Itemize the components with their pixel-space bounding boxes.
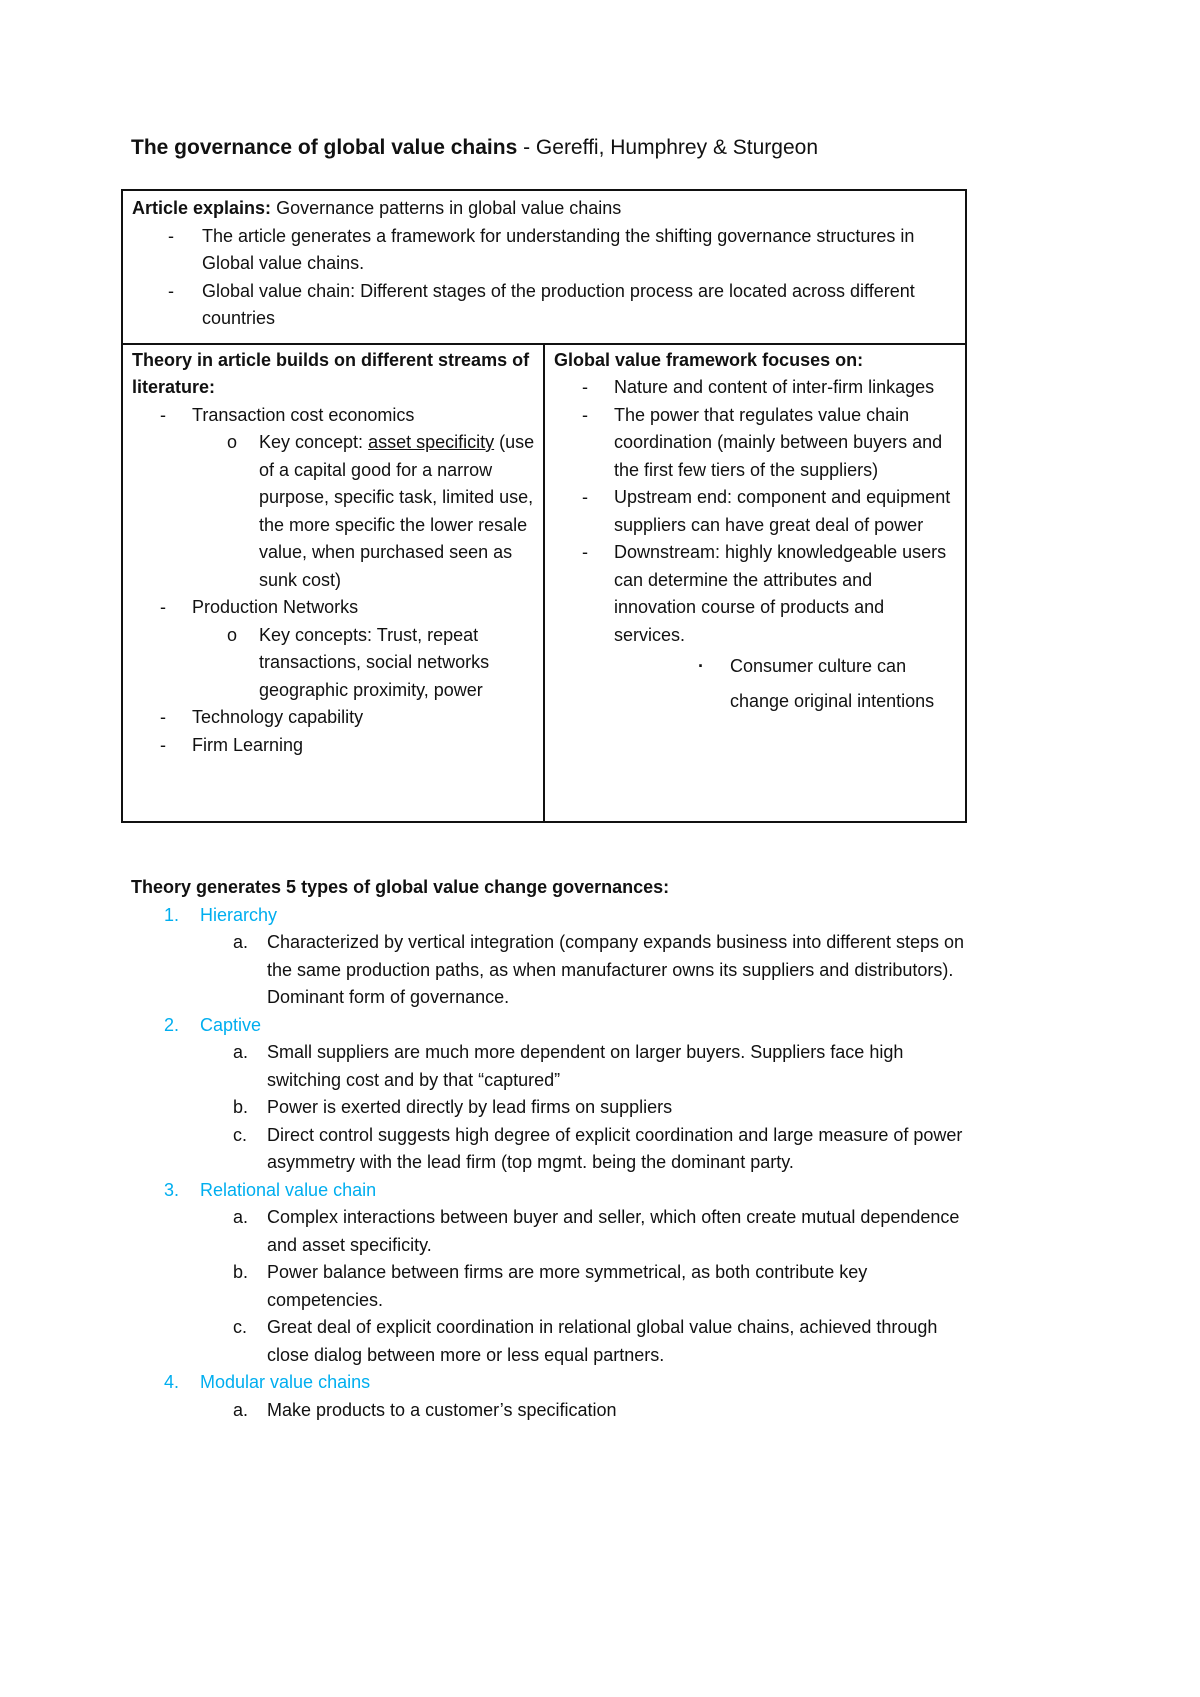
list-item: - Technology capability — [132, 704, 535, 732]
list-item: a. Make products to a customer’s specification — [233, 1399, 617, 1420]
framework-heading: Global value framework focuses on: — [554, 349, 864, 370]
list-subitem: o Key concepts: Trust, repeat transactions, social networks geographic proximity, power — [132, 622, 535, 705]
list-item: - Firm Learning — [132, 732, 535, 760]
list-subitem: o Key concept: asset specificity (use of a capital good for a narrow purpose, specific task, limited use, the more specific the lower resale value, when purchased seen as sunk cost) — [132, 429, 535, 594]
section-heading: Theory generates 5 types of global value change governances: — [131, 877, 670, 897]
list-item: - Transaction cost economics — [132, 402, 535, 430]
list-item: - Production Networks — [132, 594, 535, 622]
theory-cell — [123, 345, 545, 821]
list-item: - The power that regulates value chain coordination (mainly between buyers and the first few tiers of the suppliers) — [554, 402, 957, 485]
list-item: a. Small suppliers are much more dependent on larger buyers. Suppliers face high switching cost and by that “captured” — [233, 1042, 904, 1090]
document-title: The governance of global value chains - Gereffi, Humphrey & Sturgeon — [131, 136, 819, 159]
governance-type-heading: 2. Captive — [164, 1014, 262, 1035]
list-item: a. Characterized by vertical integration (company expands business into different steps on the same production paths, as when manufacturer owns its suppliers and distributors). Dominant form of governance. — [233, 932, 965, 1007]
governance-types-section — [131, 874, 981, 1424]
theory-heading: Theory in article builds on different streams of literature: — [132, 349, 530, 397]
list-item: - Global value chain: Different stages of the production process are located across different countries — [132, 278, 955, 333]
list-item: c. Great deal of explicit coordination in relational global value chains, achieved through close dialog between more or less equal partners. — [233, 1317, 938, 1365]
list-item: - Downstream: highly knowledgeable users can determine the attributes and innovation course of products and services. — [554, 539, 957, 649]
list-item: b. Power balance between firms are more symmetrical, as both contribute key competencies. — [233, 1262, 868, 1310]
list-item: a. Complex interactions between buyer and seller, which often create mutual dependence and asset specificity. — [233, 1207, 960, 1255]
summary-table — [121, 189, 967, 823]
article-explains-cell: Article explains: Governance patterns in global value chains - The article generates a framework for understanding the shifting governance structures in Global value chains. - Global value chain: Different stages of the production process are located across different countries — [123, 191, 965, 345]
governance-type-heading: 3. Relational value chain — [164, 1179, 377, 1200]
list-item: b. Power is exerted directly by lead firms on suppliers — [233, 1097, 673, 1117]
list-item: - The article generates a framework for understanding the shifting governance structures in Global value chains. — [132, 223, 955, 278]
list-item: c. Direct control suggests high degree of explicit coordination and large measure of power asymmetry with the lead firm (top mgmt. being the dominant party. — [233, 1124, 963, 1172]
framework-cell — [545, 345, 965, 821]
governance-type-heading: 4. Modular value chains — [164, 1372, 371, 1392]
list-item: - Nature and content of inter-firm linkages — [554, 374, 957, 402]
governance-type-heading: 1. Hierarchy — [164, 904, 278, 925]
list-subitem: · Consumer culture can change original intentions — [554, 649, 957, 719]
list-item: - Upstream end: component and equipment suppliers can have great deal of power — [554, 484, 957, 539]
